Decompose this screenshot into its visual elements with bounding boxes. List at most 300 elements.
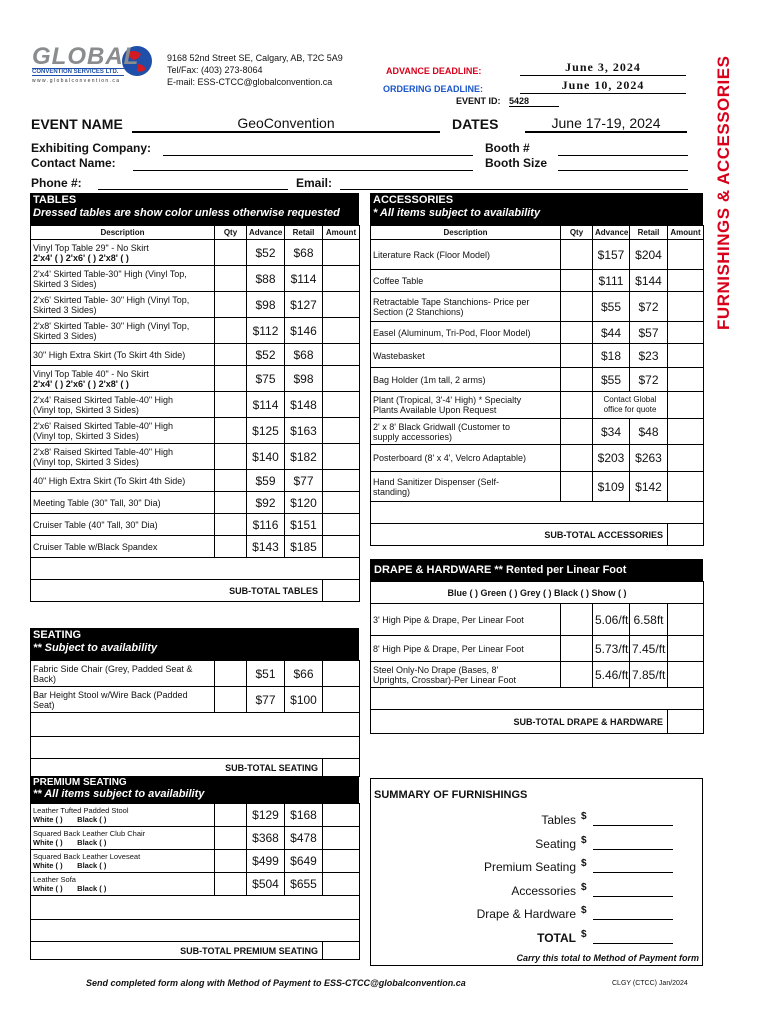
retail-price: 6.58ft (630, 604, 668, 636)
table-row (371, 270, 704, 292)
seating-subtitle: ** Subject to availability (33, 642, 158, 654)
table-row (31, 827, 360, 850)
summary-carry-note: Carry this total to Method of Payment form (516, 953, 699, 963)
summary-line (371, 811, 704, 831)
item-description (31, 536, 215, 558)
retail-price: $57 (630, 322, 668, 344)
item-line-1: Bar Height Stool w/Wire Back (Padded (33, 689, 188, 700)
item-line-1: 8' High Pipe & Drape, Per Linear Foot (373, 643, 524, 654)
item-line-1: Easel (Aluminum, Tri-Pod, Floor Model) (373, 327, 531, 338)
item-line-2: 2'x4' ( ) 2'x6' ( ) 2'x8' ( ) (33, 252, 129, 263)
qty-field[interactable] (561, 472, 593, 502)
col-description: Description (371, 226, 561, 240)
amount-field[interactable] (323, 873, 360, 896)
col-advance: Advance (593, 226, 630, 240)
retail-price: $114 (285, 266, 323, 292)
table-row (371, 322, 704, 344)
email-field[interactable] (340, 189, 688, 190)
table-row (371, 472, 704, 502)
advance-price: $75 (247, 366, 285, 392)
exhibiting-company-field[interactable] (163, 155, 473, 156)
dollar-sign: $ (581, 811, 587, 822)
amount-field[interactable] (668, 445, 704, 472)
table-row (31, 240, 360, 266)
amount-field[interactable] (323, 344, 360, 366)
qty-field[interactable] (215, 687, 247, 713)
item-line-2: Skirted 3 Sides) (33, 304, 97, 315)
table-row (371, 604, 704, 636)
item-line-1: Hand Sanitizer Dispenser (Self- (373, 476, 500, 487)
company-telfax: Tel/Fax: (403) 273-8064 (167, 65, 263, 75)
item-line-2: (Vinyl top, Skirted 3 Sides) (33, 430, 139, 441)
accessories-subtotal-field[interactable] (668, 524, 704, 546)
table-row (31, 444, 360, 470)
item-name: Leather Sofa (33, 875, 76, 884)
summary-line (371, 882, 704, 902)
qty-field[interactable] (561, 636, 593, 662)
blank-row (31, 896, 360, 920)
item-line-1: 2'x6' Skirted Table- 30" High (Vinyl Top, (33, 294, 190, 305)
table-row (31, 661, 360, 687)
drape-table (370, 581, 704, 734)
table-row (371, 368, 704, 392)
exhibiting-company-label: Exhibiting Company: (31, 141, 151, 155)
summary-amount-field[interactable] (593, 896, 673, 897)
table-row (31, 492, 360, 514)
amount-field[interactable] (668, 240, 704, 270)
amount-field[interactable] (323, 266, 360, 292)
accessories-subtotal-label: SUB-TOTAL ACCESSORIES (371, 524, 668, 546)
black-option[interactable]: Black ( ) (77, 861, 107, 870)
item-description (371, 270, 561, 292)
col-qty: Qty (215, 226, 247, 240)
advance-price: $125 (247, 418, 285, 444)
item-line-1: 40" High Extra Skirt (To Skirt 4th Side) (33, 475, 186, 486)
phone-field[interactable] (98, 189, 288, 190)
item-line-2: Section (2 Stanchions) (373, 306, 464, 317)
item-line-1: Vinyl Top Table 29" - No Skirt (33, 242, 149, 253)
side-title: FURNISHINGS & ACCESSORIES (714, 55, 733, 330)
item-description (31, 804, 215, 827)
summary-amount-field[interactable] (593, 849, 673, 850)
ordering-deadline-label: ORDERING DEADLINE: (383, 84, 484, 94)
item-description (371, 445, 561, 472)
retail-price: $168 (285, 804, 323, 827)
company-email: E-mail: ESS-CTCC@globalconvention.ca (167, 77, 333, 87)
item-line-2: Uprights, Crossbar)-Per Linear Foot (373, 674, 517, 685)
table-row (31, 873, 360, 896)
qty-field[interactable] (215, 344, 247, 366)
summary-line (371, 835, 704, 855)
logo-word: GLOBAL (32, 43, 140, 70)
company-logo (30, 42, 158, 90)
col-amount: Amount (323, 226, 360, 240)
table-row (371, 662, 704, 688)
white-option[interactable]: White ( ) (33, 815, 63, 824)
qty-field[interactable] (215, 536, 247, 558)
amount-field[interactable] (323, 318, 360, 344)
qty-field[interactable] (215, 392, 247, 418)
amount-field[interactable] (668, 392, 704, 419)
col-description: Description (31, 226, 215, 240)
col-advance: Advance (247, 226, 285, 240)
amount-field[interactable] (323, 492, 360, 514)
advance-price: $92 (247, 492, 285, 514)
col-retail: Retail (285, 226, 323, 240)
summary-label: Accessories (511, 883, 576, 898)
amount-field[interactable] (323, 827, 360, 850)
summary-amount-field[interactable] (593, 919, 673, 920)
event-name-label: EVENT NAME (31, 116, 123, 132)
advance-price: $55 (593, 368, 630, 392)
booth-number-label: Booth # (485, 141, 530, 155)
amount-field[interactable] (323, 536, 360, 558)
item-description (371, 322, 561, 344)
summary-label: Drape & Hardware (476, 907, 576, 921)
item-description (31, 470, 215, 492)
seating-table (30, 660, 360, 777)
summary-title: SUMMARY OF FURNISHINGS (374, 789, 528, 801)
item-description (31, 366, 215, 392)
item-line-1: Vinyl Top Table 40" - No Skirt (33, 368, 149, 379)
qty-field[interactable] (215, 492, 247, 514)
booth-number-field[interactable] (558, 155, 688, 156)
item-line-2: Plants Available Upon Request (373, 405, 497, 415)
item-description (31, 318, 215, 344)
white-option[interactable]: White ( ) (33, 838, 63, 847)
item-description (31, 266, 215, 292)
table-row (371, 344, 704, 368)
amount-field[interactable] (323, 514, 360, 536)
black-option[interactable]: Black ( ) (77, 838, 107, 847)
advance-deadline-date: June 3, 2024 (520, 60, 686, 76)
amount-field[interactable] (323, 661, 360, 687)
qty-field[interactable] (215, 873, 247, 896)
table-row (371, 636, 704, 662)
drape-subtotal-label: SUB-TOTAL DRAPE & HARDWARE (371, 710, 668, 734)
advance-price: $129 (247, 804, 285, 827)
retail-price: $163 (285, 418, 323, 444)
amount-field[interactable] (323, 687, 360, 713)
item-description (31, 687, 215, 713)
retail-price: $127 (285, 292, 323, 318)
event-id-label: EVENT ID: (456, 96, 501, 106)
advance-price: $157 (593, 240, 630, 270)
advance-price: $51 (247, 661, 285, 687)
item-name: Squared Back Leather Club Chair (33, 829, 146, 838)
item-line-1: 2'x8' Skirted Table- 30" High (Vinyl Top, (33, 320, 190, 331)
qty-field[interactable] (561, 604, 593, 636)
seating-subtotal-field[interactable] (323, 759, 360, 777)
drape-colors[interactable]: Blue ( ) Green ( ) Grey ( ) Black ( ) Show ( ) (371, 582, 704, 604)
item-line-2: supply accessories) (373, 431, 453, 442)
table-row (31, 850, 360, 873)
black-option[interactable]: Black ( ) (77, 815, 107, 824)
retail-price: $148 (285, 392, 323, 418)
table-row (371, 419, 704, 445)
tables-subtotal-field[interactable] (323, 580, 360, 602)
advance-price: $98 (247, 292, 285, 318)
phone-label: Phone #: (31, 176, 82, 190)
retail-price: $185 (285, 536, 323, 558)
premium-title: PREMIUM SEATING (33, 777, 127, 788)
dollar-sign: $ (581, 858, 587, 869)
retail-price: $182 (285, 444, 323, 470)
qty-field[interactable] (561, 368, 593, 392)
amount-field[interactable] (323, 850, 360, 873)
item-line-1: 2'x6' Raised Skirted Table-40" High (33, 420, 174, 431)
advance-price: $368 (247, 827, 285, 850)
premium-subtotal-label: SUB-TOTAL PREMIUM SEATING (31, 942, 323, 960)
amount-field[interactable] (668, 419, 704, 445)
premium-table (30, 803, 360, 960)
amount-field[interactable] (668, 472, 704, 502)
retail-price: $72 (630, 292, 668, 322)
blank-row (31, 737, 360, 759)
advance-price: $77 (247, 687, 285, 713)
booth-size-field[interactable] (558, 170, 688, 171)
retail-price: $68 (285, 344, 323, 366)
premium-header (30, 777, 359, 803)
email-label: Email: (296, 176, 333, 190)
amount-field[interactable] (323, 804, 360, 827)
amount-field[interactable] (323, 240, 360, 266)
item-line-2: Seat) (33, 699, 55, 710)
blank-row (371, 502, 704, 524)
amount-field[interactable] (668, 292, 704, 322)
contact-name-label: Contact Name: (31, 156, 116, 170)
table-row (31, 536, 360, 558)
item-description (371, 368, 561, 392)
summary-line (371, 858, 704, 878)
item-line-2: Skirted 3 Sides) (33, 330, 97, 341)
qty-field[interactable] (215, 418, 247, 444)
qty-field[interactable] (215, 266, 247, 292)
item-line-2: Skirted 3 Sides) (33, 278, 97, 289)
item-line-1: Meeting Table (30" Tall, 30" Dia) (33, 497, 161, 508)
item-line-1: 3' High Pipe & Drape, Per Linear Foot (373, 614, 524, 625)
retail-price: $144 (630, 270, 668, 292)
qty-field[interactable] (215, 850, 247, 873)
retail-price: $48 (630, 419, 668, 445)
white-option[interactable]: White ( ) (33, 861, 63, 870)
seating-title: SEATING (33, 629, 82, 641)
amount-field[interactable] (323, 418, 360, 444)
item-description (371, 392, 561, 419)
item-description (31, 850, 215, 873)
retail-price: $151 (285, 514, 323, 536)
item-line-2: (Vinyl top, Skirted 3 Sides) (33, 404, 139, 415)
advance-price: $88 (247, 266, 285, 292)
summary-amount-field[interactable] (593, 943, 673, 944)
retail-price: $68 (285, 240, 323, 266)
col-retail: Retail (630, 226, 668, 240)
item-description (31, 492, 215, 514)
qty-field[interactable] (215, 804, 247, 827)
item-line-2: (Vinyl top, Skirted 3 Sides) (33, 456, 139, 467)
premium-subtotal-field[interactable] (323, 942, 360, 960)
accessories-title: ACCESSORIES (373, 194, 454, 206)
amount-field[interactable] (668, 270, 704, 292)
table-row (371, 392, 704, 419)
item-description (371, 419, 561, 445)
item-description (371, 472, 561, 502)
footer-send: Send completed form along with Method of Payment to ESS-CTCC@globalconvention.ca (86, 978, 466, 988)
item-line-1: 2'x4' Raised Skirted Table-40" High (33, 394, 174, 405)
retail-price: $100 (285, 687, 323, 713)
item-description (371, 292, 561, 322)
item-description (371, 344, 561, 368)
summary-amount-field[interactable] (593, 825, 673, 826)
amount-field[interactable] (668, 322, 704, 344)
item-description (31, 344, 215, 366)
advance-price: $18 (593, 344, 630, 368)
advance-price: $44 (593, 322, 630, 344)
item-line-1: Cruiser Table (40" Tall, 30" Dia) (33, 519, 158, 530)
summary-label: Premium Seating (483, 860, 576, 874)
table-row (31, 804, 360, 827)
advance-price: $34 (593, 419, 630, 445)
amount-field[interactable] (323, 444, 360, 470)
qty-field[interactable] (215, 444, 247, 470)
qty-field[interactable] (215, 366, 247, 392)
amount-field[interactable] (668, 344, 704, 368)
qty-field[interactable] (561, 240, 593, 270)
contact-name-field[interactable] (133, 170, 473, 171)
company-contact (167, 52, 343, 88)
black-option[interactable]: Black ( ) (77, 884, 107, 893)
amount-field[interactable] (668, 604, 704, 636)
drape-header: DRAPE & HARDWARE ** Rented per Linear Foot (370, 559, 703, 581)
summary-label: Seating (535, 836, 576, 851)
qty-field[interactable] (561, 322, 593, 344)
item-line-1: Cruiser Table w/Black Spandex (33, 541, 158, 552)
logo-subtitle: CONVENTION SERVICES LTD. (32, 68, 124, 76)
col-amount: Amount (668, 226, 704, 240)
summary-label: Tables (541, 813, 576, 827)
qty-field[interactable] (215, 470, 247, 492)
item-description (31, 418, 215, 444)
item-line-1: Literature Rack (Floor Model) (373, 249, 491, 260)
summary-line (371, 929, 704, 949)
qty-field[interactable] (561, 270, 593, 292)
premium-subtitle: ** All items subject to availability (33, 788, 205, 800)
qty-field[interactable] (561, 662, 593, 688)
table-row (31, 514, 360, 536)
item-description (31, 292, 215, 318)
advance-price: $143 (247, 536, 285, 558)
item-description (31, 392, 215, 418)
qty-field[interactable] (561, 392, 593, 419)
company-address: 9168 52nd Street SE, Calgary, AB, T2C 5A9 (167, 53, 343, 63)
qty-field[interactable] (215, 292, 247, 318)
item-line-1: 30" High Extra Skirt (To Skirt 4th Side) (33, 349, 186, 360)
item-description (371, 240, 561, 270)
white-option[interactable]: White ( ) (33, 884, 63, 893)
qty-field[interactable] (561, 292, 593, 322)
advance-price: $499 (247, 850, 285, 873)
retail-price: $72 (630, 368, 668, 392)
col-qty: Qty (561, 226, 593, 240)
item-line-1: Fabric Side Chair (Grey, Padded Seat & (33, 663, 193, 674)
item-line-1: Coffee Table (373, 275, 424, 286)
blank-row (31, 920, 360, 942)
table-row (31, 292, 360, 318)
blank-row (371, 688, 704, 710)
amount-field[interactable] (668, 662, 704, 688)
retail-price: 7.45/ft (630, 636, 668, 662)
advance-price: $116 (247, 514, 285, 536)
retail-price: $120 (285, 492, 323, 514)
advance-price: $59 (247, 470, 285, 492)
amount-field[interactable] (668, 368, 704, 392)
qty-field[interactable] (215, 827, 247, 850)
item-line-1: 2' x 8' Black Gridwall (Customer to (373, 421, 510, 432)
advance-price: $111 (593, 270, 630, 292)
tables-title: TABLES (33, 194, 77, 206)
summary-amount-field[interactable] (593, 872, 673, 873)
quote-note: Contact Global office for quote (593, 392, 668, 419)
blank-row (31, 558, 360, 580)
amount-field[interactable] (323, 470, 360, 492)
qty-field[interactable] (561, 445, 593, 472)
amount-field[interactable] (323, 392, 360, 418)
table-row (371, 445, 704, 472)
summary-line (371, 905, 704, 925)
item-description (31, 873, 215, 896)
item-line-1: 2'x4' Skirted Table-30" High (Vinyl Top, (33, 268, 187, 279)
dates-value[interactable]: June 17-19, 2024 (525, 115, 687, 133)
amount-field[interactable] (668, 636, 704, 662)
item-line-1: Bag Holder (1m tall, 2 arms) (373, 374, 486, 385)
retail-price: $142 (630, 472, 668, 502)
item-line-1: Retractable Tape Stanchions- Price per (373, 296, 530, 307)
summary-label: TOTAL (537, 930, 576, 945)
tables-header (30, 193, 359, 225)
qty-field[interactable] (561, 344, 593, 368)
retail-price: 7.85/ft (630, 662, 668, 688)
retail-price: $146 (285, 318, 323, 344)
retail-price: $478 (285, 827, 323, 850)
item-description (31, 827, 215, 850)
item-name: Squared Back Leather Loveseat (33, 852, 141, 861)
item-line-1: Steel Only-No Drape (Bases, 8' (373, 664, 499, 675)
amount-field[interactable] (323, 292, 360, 318)
item-description (31, 240, 215, 266)
qty-field[interactable] (561, 419, 593, 445)
advance-price: $52 (247, 344, 285, 366)
tables-subtitle: Dressed tables are show color unless otherwise requested (33, 207, 340, 219)
advance-price: $114 (247, 392, 285, 418)
dollar-sign: $ (581, 905, 587, 916)
logo-url: w w w . g l o b a l c o n v e n t i o n . c a (32, 78, 119, 84)
drape-subtotal-field[interactable] (668, 710, 704, 734)
item-description (31, 514, 215, 536)
qty-field[interactable] (215, 240, 247, 266)
advance-price: 5.46/ft (593, 662, 630, 688)
accessories-subtitle: * All items subject to availability (373, 207, 541, 219)
qty-field[interactable] (215, 514, 247, 536)
item-line-2: standing) (373, 486, 411, 497)
qty-field[interactable] (215, 661, 247, 687)
amount-field[interactable] (323, 366, 360, 392)
dollar-sign: $ (581, 881, 587, 893)
event-name-value[interactable]: GeoConvention (132, 115, 440, 133)
table-row (31, 470, 360, 492)
qty-field[interactable] (215, 318, 247, 344)
summary-box (370, 778, 703, 966)
table-row (31, 418, 360, 444)
